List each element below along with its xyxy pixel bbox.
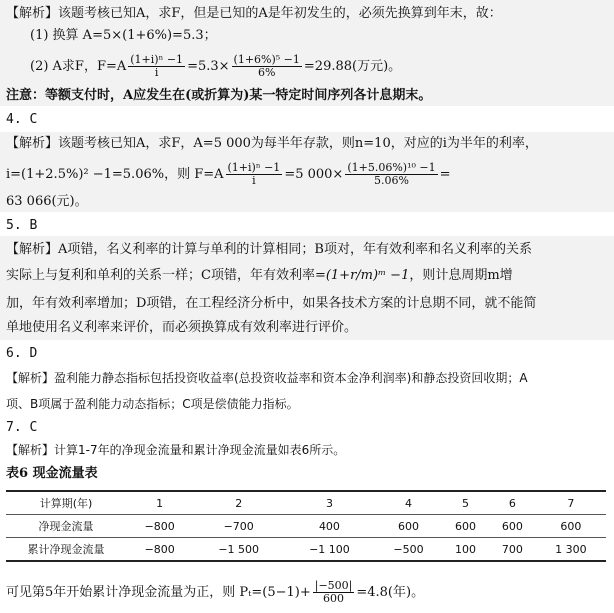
q6-line2: 项、B项属于盈利能力动态指标；C项是偿债能力指标。 [6, 397, 299, 411]
q5-line2-pre: 实际上与复利和单利的关系一样；C项错，年有效利率= [6, 268, 326, 283]
table-row [6, 491, 606, 515]
q5-line2-post: ，则计息周期m增 [409, 268, 513, 283]
q7-conclusion [6, 580, 424, 605]
q3-fraction-1: $\frac{\text{(1+i)ⁿ −1}}{i}$ [130, 53, 184, 79]
q7-line1: 【解析】计算1-7年的净现金流量和累计净现金流量如表6所示。 [6, 443, 346, 457]
table-cell: −1 500 [193, 538, 284, 562]
q3-step2 [30, 54, 401, 79]
cash-flow-table [6, 490, 606, 562]
table-cell: −500 [375, 538, 442, 562]
table-cell: 6 [489, 491, 536, 515]
q3-step2-pre: (2) A求F，F=A [30, 59, 127, 74]
q3-step2-post: =29.88(万元)。 [303, 59, 402, 74]
q3-fraction-2: $\frac{\text{(1+6\%)⁵ −1}}{6\%}$ [233, 53, 300, 79]
answer-4: 4. C [6, 112, 38, 127]
table-cell: 3 [284, 491, 375, 515]
q3-intro: 【解析】该题考核已知A，求F，但是已知的A是年初发生的，必须先换算到年末，故： [6, 6, 502, 21]
q4-line2-post: = [439, 167, 451, 182]
table-cell: 7 [536, 491, 606, 515]
q4-analysis-block [0, 132, 614, 212]
q7-conclusion-pre: 可见第5年开始累计净现金流量为正，则 Pₜ=(5−1)+ [6, 585, 311, 600]
table-cell: −1 100 [284, 538, 375, 562]
q3-step1: (1) 换算 A=5×(1+6%)=5.3； [30, 28, 217, 43]
table-cell: 5 [442, 491, 489, 515]
q5-analysis-block [0, 236, 614, 340]
table-cell: 600 [375, 515, 442, 538]
q4-line3: 63 066(元)。 [6, 194, 88, 209]
q7-conclusion-post: =4.8(年)。 [356, 585, 425, 600]
table-cell: −800 [126, 515, 193, 538]
row-label: 累计净现金流量 [6, 538, 126, 562]
q4-line2-mid: =5 000× [284, 167, 344, 182]
table-cell: 400 [284, 515, 375, 538]
table-title: 表6 现金流量表 [6, 466, 98, 481]
answer-5: 5. B [6, 218, 38, 233]
table-cell: −700 [193, 515, 284, 538]
q5-line2 [6, 268, 513, 284]
table-cell: 4 [375, 491, 442, 515]
table-cell: 600 [489, 515, 536, 538]
table-cell: −800 [126, 538, 193, 562]
q5-line1: 【解析】A项错，名义利率的计算与单利的计算相同；B项对，年有效利率和名义利率的关系 [6, 242, 532, 257]
q5-line4: 单地使用名义利率来评价，而必须换算成有效利率进行评价。 [6, 320, 358, 335]
answer-7: 7. C [6, 420, 38, 435]
q4-line2-pre: i=(1+2.5%)² −1=5.06%，则 F=A [6, 167, 224, 182]
answer-6: 6. D [6, 346, 38, 361]
q4-fraction-1: $\frac{\text{(1+i)ⁿ −1}}{i}$ [227, 161, 281, 187]
table-cell: 1 300 [536, 538, 606, 562]
q4-line1: 【解析】该题考核已知A，求F，A=5 000为每半年存款，则n=10，对应的i为半年的利率， [6, 136, 538, 151]
table-cell: 600 [442, 515, 489, 538]
q6-line1: 【解析】盈利能力静态指标包括投资收益率(总投资收益率和资本金净利润率)和静态投资回收期；A [6, 371, 528, 385]
q4-line2 [6, 162, 451, 187]
q7-fraction: $\frac{|-500|}{600}$ [314, 579, 353, 605]
q5-line2-expr: (1+r/m)ᵐ −1 [325, 268, 410, 283]
table-row [6, 538, 606, 562]
q3-step2-mid: =5.3× [187, 59, 230, 74]
table-cell: 600 [536, 515, 606, 538]
q5-line3: 加，年有效利率增加；D项错，在工程经济分析中，如果各技术方案的计息期不同，就不能简 [6, 296, 537, 311]
row-label: 净现金流量 [6, 515, 126, 538]
row-label: 计算期(年) [6, 491, 126, 515]
table-cell: 2 [193, 491, 284, 515]
table-row [6, 515, 606, 538]
table-cell: 700 [489, 538, 536, 562]
table-cell: 1 [126, 491, 193, 515]
table-cell: 100 [442, 538, 489, 562]
q4-fraction-2: $\frac{\text{(1+5.06\%)¹⁰ −1}}{5.06\%}$ [347, 161, 436, 187]
q3-note: 注意：等额支付时，A应发生在(或折算为)某一特定时间序列各计息期末。 [6, 88, 432, 103]
